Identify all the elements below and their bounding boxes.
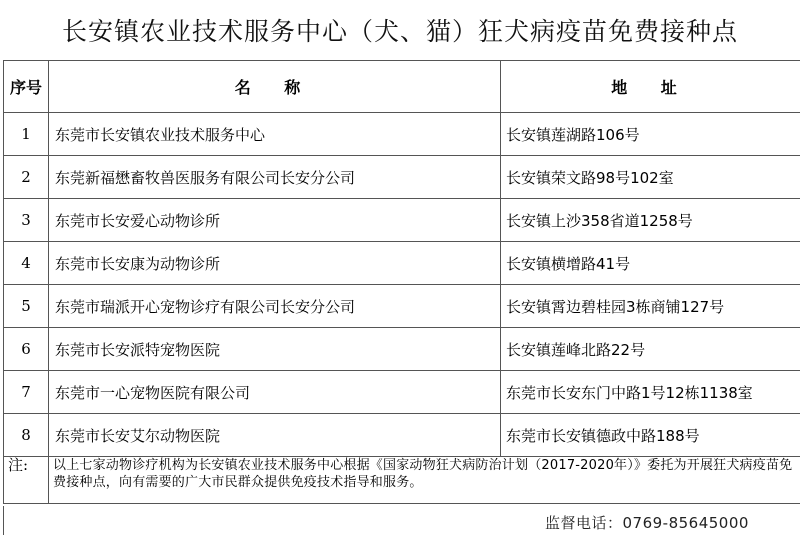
row-number: 7: [4, 371, 49, 414]
table-row: [4, 414, 800, 457]
site-name: 东莞市长安艾尔动物医院: [49, 414, 501, 457]
row-number: 1: [4, 113, 49, 156]
header-no: 序号: [4, 61, 49, 113]
table-row: [4, 156, 800, 199]
note-text: 以上七家动物诊疗机构为长安镇农业技术服务中心根据《国家动物狂犬病防治计划（2017-2020年）》委托为开展狂犬病疫苗免费接种点，向有需要的广大市民群众提供免疫技术指导和服务。: [49, 457, 800, 504]
table-row: [4, 242, 800, 285]
table-frame-edge: [3, 506, 4, 535]
table-row: [4, 328, 800, 371]
site-name: 东莞市长安派特宠物医院: [49, 328, 501, 371]
page-title: 长安镇农业技术服务中心（犬、猫）狂犬病疫苗免费接种点: [61, 17, 738, 46]
table-row: [4, 113, 800, 156]
site-name: 东莞市一心宠物医院有限公司: [49, 371, 501, 414]
site-address: 东莞市长安镇德政中路188号: [501, 414, 800, 457]
site-address: 长安镇横增路41号: [501, 242, 800, 285]
site-address: 长安镇上沙358省道1258号: [501, 199, 800, 242]
note-label: 注:: [4, 457, 49, 504]
header-name: 名 称: [49, 61, 501, 113]
site-name: 东莞市长安康为动物诊所: [49, 242, 501, 285]
row-number: 6: [4, 328, 49, 371]
table-row: [4, 285, 800, 328]
table-header-row: [4, 61, 800, 113]
table-row: [4, 371, 800, 414]
header-address: 地 址: [501, 61, 800, 113]
row-number: 2: [4, 156, 49, 199]
supervision-phone: 监督电话：0769-85645000: [545, 514, 749, 532]
row-number: 4: [4, 242, 49, 285]
site-address: 长安镇莲峰北路22号: [501, 328, 800, 371]
row-number: 3: [4, 199, 49, 242]
site-name: 东莞市长安爱心动物诊所: [49, 199, 501, 242]
row-number: 8: [4, 414, 49, 457]
site-address: 长安镇荣文路98号102室: [501, 156, 800, 199]
site-address: 长安镇霄边碧桂园3栋商铺127号: [501, 285, 800, 328]
site-address: 东莞市长安东门中路1号12栋1138室: [501, 371, 800, 414]
note-row: [4, 457, 800, 504]
row-number: 5: [4, 285, 49, 328]
site-name: 东莞新福懋畜牧兽医服务有限公司长安分公司: [49, 156, 501, 199]
site-name: 东莞市长安镇农业技术服务中心: [49, 113, 501, 156]
table-row: [4, 199, 800, 242]
site-name: 东莞市瑞派开心宠物诊疗有限公司长安分公司: [49, 285, 501, 328]
vaccination-sites-table: [3, 60, 800, 504]
site-address: 长安镇莲湖路106号: [501, 113, 800, 156]
